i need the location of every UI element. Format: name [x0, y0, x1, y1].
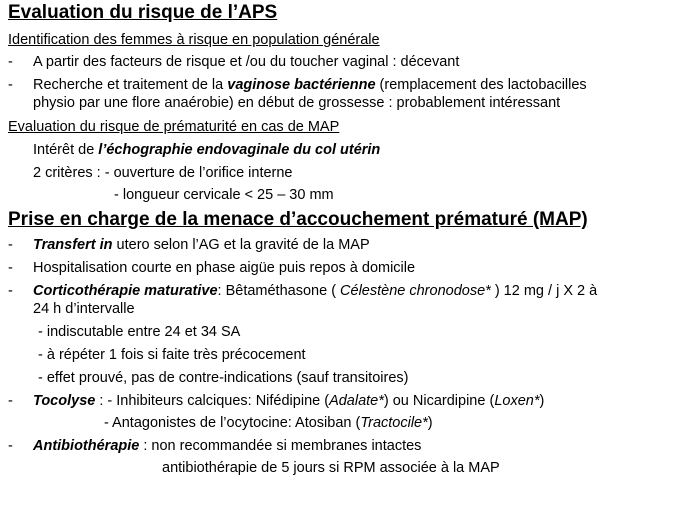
- list-item-text: Recherche et traitement de la vaginose bactérienne (remplacement des lactobacilles: [33, 77, 587, 93]
- list-item-text: A partir des facteurs de risque et /ou du toucher vaginal : décevant: [33, 54, 460, 70]
- list-item-text: Transfert in utero selon l’AG et la gravité de la MAP: [33, 237, 370, 253]
- section1-title: Evaluation du risque de l’APS: [8, 2, 278, 23]
- list-item-text: Hospitalisation courte en phase aigüe puis repos à domicile: [33, 260, 416, 276]
- list-item-text: Tocolyse : - Inhibiteurs calciques: Nifédipine (Adalate*) ou Nicardipine (Loxen*): [33, 393, 545, 409]
- bullet: -: [8, 237, 13, 253]
- criteria-line-1: 2 critères : - ouverture de l’orifice interne: [33, 165, 293, 181]
- cortico-sub-2: - à répéter 1 fois si faite très précocement: [38, 347, 306, 363]
- section2-title: Prise en charge de la menace d’accouchement prématuré (MAP): [8, 209, 588, 230]
- bullet: -: [8, 77, 13, 93]
- subtitle-identification: Identification des femmes à risque en population générale: [8, 32, 380, 48]
- cortico-sub-1: - indiscutable entre 24 et 34 SA: [38, 324, 241, 340]
- abx-line-2: antibiothérapie de 5 jours si RPM associée à la MAP: [162, 460, 500, 476]
- bullet: -: [8, 393, 13, 409]
- bullet: -: [8, 438, 13, 454]
- echo-line: Intérêt de l’échographie endovaginale du col utérin: [33, 142, 381, 158]
- criteria-line-2: - longueur cervicale < 25 – 30 mm: [114, 187, 334, 203]
- tocolyse-line-2: - Antagonistes de l’ocytocine: Atosiban (Tractocile*): [104, 415, 433, 431]
- list-item-text: Corticothérapie maturative: Bêtaméthasone ( Célestène chronodose* ) 12 mg / j X 2 à: [33, 283, 598, 299]
- list-item-continuation: physio par une flore anaérobie) en début de grossesse : probablement intéressant: [33, 95, 561, 111]
- bullet: -: [8, 283, 13, 299]
- cortico-sub-3: - effet prouvé, pas de contre-indications (sauf transitoires): [38, 370, 409, 386]
- bullet: -: [8, 260, 13, 276]
- subtitle-evaluation: Evaluation du risque de prématurité en cas de MAP: [8, 119, 340, 135]
- list-item-continuation: 24 h d’intervalle: [33, 301, 135, 317]
- bullet: -: [8, 54, 13, 70]
- list-item-text: Antibiothérapie : non recommandée si membranes intactes: [33, 438, 422, 454]
